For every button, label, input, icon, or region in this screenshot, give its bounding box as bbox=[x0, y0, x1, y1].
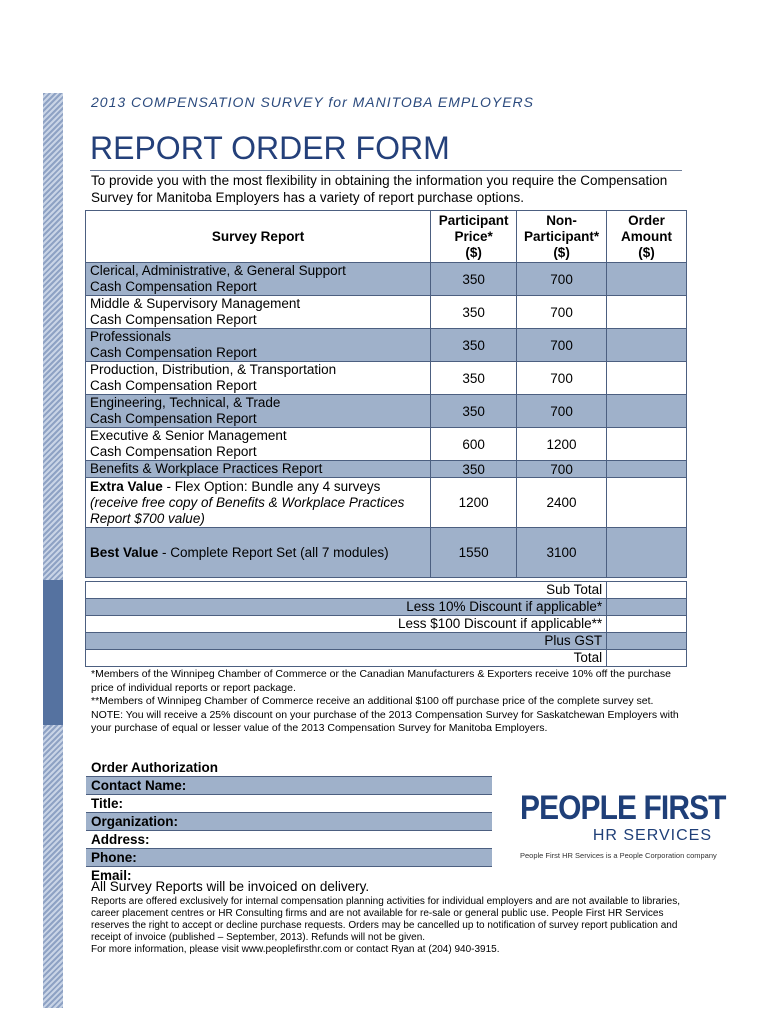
gst-amount-cell[interactable] bbox=[607, 633, 687, 650]
header-participant-line1: Participant bbox=[438, 212, 509, 228]
header-non-line3: ($) bbox=[553, 244, 570, 260]
non-participant-price: 700 bbox=[517, 395, 607, 428]
order-amount-cell[interactable] bbox=[607, 296, 687, 329]
fine-print bbox=[91, 896, 681, 956]
report-name-line1: Production, Distribution, & Transportation bbox=[90, 362, 337, 377]
report-name-line1: Executive & Senior Management bbox=[90, 428, 287, 443]
table-row bbox=[86, 296, 687, 329]
report-name-line2: Cash Compensation Report bbox=[90, 345, 257, 360]
report-price-table bbox=[85, 210, 687, 578]
non-participant-price: 700 bbox=[517, 329, 607, 362]
report-name bbox=[86, 329, 431, 362]
subtotal-amount-cell[interactable] bbox=[607, 582, 687, 599]
extra-value-note: (receive free copy of Benefits & Workplace Practices Report $700 value) bbox=[90, 494, 405, 526]
participant-price: 350 bbox=[431, 461, 517, 478]
totals-row bbox=[86, 650, 687, 667]
extra-value-description bbox=[86, 478, 431, 528]
table-row bbox=[86, 329, 687, 362]
report-name bbox=[86, 362, 431, 395]
header-non-participant-price bbox=[517, 211, 607, 263]
people-first-logo bbox=[520, 789, 726, 860]
totals-table bbox=[85, 581, 687, 667]
subtotal-label: Sub Total bbox=[86, 582, 607, 599]
extra-value-text: - Flex Option: Bundle any 4 surveys bbox=[162, 478, 381, 494]
report-name-line1: Clerical, Administrative, & General Support bbox=[90, 263, 346, 278]
footnotes bbox=[91, 668, 681, 736]
participant-price: 350 bbox=[431, 395, 517, 428]
participant-price: 350 bbox=[431, 329, 517, 362]
non-participant-price: 700 bbox=[517, 263, 607, 296]
logo-tagline: People First HR Services is a People Corporation company bbox=[520, 851, 717, 860]
gst-label: Plus GST bbox=[86, 633, 607, 650]
title-divider bbox=[90, 170, 682, 171]
table-row-best-value bbox=[86, 528, 687, 578]
report-name bbox=[86, 263, 431, 296]
fine-print-terms: Reports are offered exclusively for internal compensation planning activities for individual employers and are not available to libraries, career placement centres or HR Consulting firms and are not available for re-sale or general public use. People First HR Services reserves the right to accept or decline purchase requests. Orders may be cancelled up to notification of survey report publication and receipt of invoice (published – September, 2013). Refunds will not be given. bbox=[91, 896, 681, 943]
order-amount-cell[interactable] bbox=[607, 428, 687, 461]
participant-price: 350 bbox=[431, 296, 517, 329]
extra-value-label: Extra Value bbox=[90, 478, 163, 494]
report-name-line2: Cash Compensation Report bbox=[90, 444, 257, 459]
survey-title: 2013 COMPENSATION SURVEY for MANITOBA EMPLOYERS bbox=[91, 94, 535, 110]
table-row bbox=[86, 395, 687, 428]
non-participant-price: 1200 bbox=[517, 428, 607, 461]
table-row bbox=[86, 461, 687, 478]
footnote-complete-set-discount: **Members of Winnipeg Chamber of Commerce receive an additional $100 off purchase price of the complete survey set. bbox=[91, 695, 654, 707]
report-name-line1: Middle & Supervisory Management bbox=[90, 296, 301, 311]
participant-price: 600 bbox=[431, 428, 517, 461]
discount-10-label: Less 10% Discount if applicable* bbox=[86, 599, 607, 616]
logo-subtitle: HR SERVICES bbox=[592, 827, 712, 844]
participant-price: 350 bbox=[431, 362, 517, 395]
report-name-line1: Engineering, Technical, & Trade bbox=[90, 395, 281, 410]
header-order-line1: Order bbox=[628, 212, 665, 228]
order-amount-cell[interactable] bbox=[607, 478, 687, 528]
title-field[interactable]: Title: bbox=[86, 794, 492, 812]
participant-price: 350 bbox=[431, 263, 517, 296]
table-row-extra-value bbox=[86, 478, 687, 528]
discount-100-label: Less $100 Discount if applicable** bbox=[86, 616, 607, 633]
totals-row bbox=[86, 582, 687, 599]
fine-print-contact: For more information, please visit www.peoplefirsthr.com or contact Ryan at (204) 940-3915. bbox=[91, 944, 500, 955]
participant-price: 1550 bbox=[431, 528, 517, 578]
contact-name-field[interactable]: Contact Name: bbox=[86, 776, 492, 794]
header-participant-line3: ($) bbox=[465, 244, 482, 260]
table-row bbox=[86, 362, 687, 395]
non-participant-price: 700 bbox=[517, 461, 607, 478]
table-header-row bbox=[86, 211, 687, 263]
non-participant-price: 2400 bbox=[517, 478, 607, 528]
header-survey-report: Survey Report bbox=[86, 211, 431, 263]
total-amount-cell[interactable] bbox=[607, 650, 687, 667]
logo-wordmark: PEOPLE FIRST bbox=[520, 789, 726, 827]
report-name-line1: Professionals bbox=[90, 329, 172, 344]
report-name-line2: Cash Compensation Report bbox=[90, 279, 257, 294]
non-participant-price: 700 bbox=[517, 296, 607, 329]
extra-value-line bbox=[90, 479, 426, 495]
report-name bbox=[86, 428, 431, 461]
organization-field[interactable]: Organization: bbox=[86, 812, 492, 830]
footnote-saskatchewan-note: NOTE: You will receive a 25% discount on your purchase of the 2013 Compensation Survey for Saskatchewan Employers with your purchase of equal or lesser value of the 2013 Compensation Survey for Manitoba Employers. bbox=[91, 708, 679, 734]
header-order-line2: Amount bbox=[621, 228, 673, 244]
report-name: Benefits & Workplace Practices Report bbox=[86, 461, 431, 478]
phone-field[interactable]: Phone: bbox=[86, 848, 492, 867]
address-field[interactable]: Address: bbox=[86, 830, 492, 848]
page-title: REPORT ORDER FORM bbox=[90, 130, 450, 166]
email-field[interactable]: Email: bbox=[91, 868, 132, 883]
discount-100-amount-cell[interactable] bbox=[607, 616, 687, 633]
header-non-line2: Participant* bbox=[524, 228, 600, 244]
order-amount-cell[interactable] bbox=[607, 528, 687, 578]
report-name-line2: Cash Compensation Report bbox=[90, 411, 257, 426]
totals-row bbox=[86, 633, 687, 650]
totals-row bbox=[86, 599, 687, 616]
best-value-description bbox=[86, 528, 431, 578]
participant-price: 1200 bbox=[431, 478, 517, 528]
order-amount-cell[interactable] bbox=[607, 461, 687, 478]
order-authorization-heading: Order Authorization bbox=[91, 760, 218, 775]
report-name-line2: Cash Compensation Report bbox=[90, 378, 257, 393]
report-name bbox=[86, 395, 431, 428]
order-authorization-fields bbox=[86, 776, 492, 884]
total-label: Total bbox=[86, 650, 607, 667]
best-value-text: - Complete Report Set (all 7 modules) bbox=[158, 544, 389, 560]
order-amount-cell[interactable] bbox=[607, 263, 687, 296]
discount-10-amount-cell[interactable] bbox=[607, 599, 687, 616]
order-amount-cell[interactable] bbox=[607, 395, 687, 428]
non-participant-price: 700 bbox=[517, 362, 607, 395]
header-order-line3: ($) bbox=[638, 244, 655, 260]
table-row bbox=[86, 428, 687, 461]
header-order-amount bbox=[607, 211, 687, 263]
intro-text: To provide you with the most flexibility in obtaining the information you require the Compensation Survey for Manitoba Employers has a variety of report purchase options. bbox=[91, 173, 668, 205]
decorative-sidebar-bar bbox=[43, 93, 63, 1008]
table-row bbox=[86, 263, 687, 296]
header-participant-line2: Price* bbox=[454, 228, 493, 244]
invoice-notice: All Survey Reports will be invoiced on delivery. bbox=[91, 879, 370, 894]
totals-row bbox=[86, 616, 687, 633]
sidebar-accent-block bbox=[43, 580, 63, 725]
report-name-line2: Cash Compensation Report bbox=[90, 312, 257, 327]
non-participant-price: 3100 bbox=[517, 528, 607, 578]
header-non-line1: Non- bbox=[546, 212, 577, 228]
footnote-chamber-discount: *Members of the Winnipeg Chamber of Commerce or the Canadian Manufacturers & Exporters receive 10% off the purchase price of individual reports or report package. bbox=[91, 668, 671, 694]
report-name bbox=[86, 296, 431, 329]
order-amount-cell[interactable] bbox=[607, 362, 687, 395]
order-amount-cell[interactable] bbox=[607, 329, 687, 362]
best-value-label: Best Value bbox=[90, 544, 159, 560]
header-participant-price bbox=[431, 211, 517, 263]
